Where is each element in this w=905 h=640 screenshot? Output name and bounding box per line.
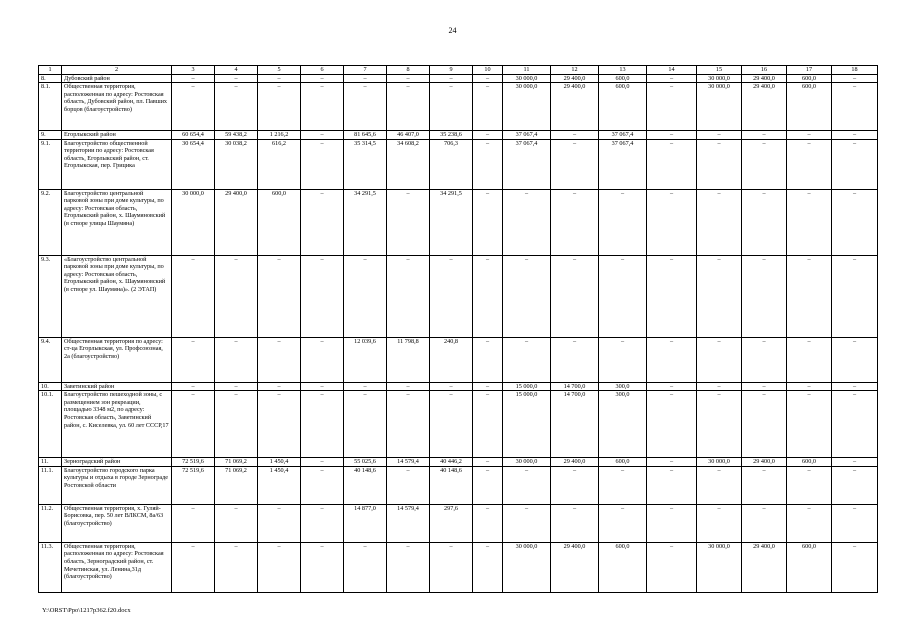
value-cell: – (344, 542, 387, 592)
value-cell: – (503, 255, 551, 337)
value-cell: – (301, 504, 344, 542)
value-cell: 40 148,6 (344, 466, 387, 504)
column-number: 12 (551, 66, 599, 75)
value-cell: 1 216,2 (258, 131, 301, 140)
value-cell: – (551, 139, 599, 189)
value-cell: 30 654,4 (172, 139, 215, 189)
row-number-cell: 11. (39, 458, 62, 467)
value-cell: 29 400,0 (551, 83, 599, 131)
value-cell: – (301, 382, 344, 391)
value-cell: – (647, 504, 697, 542)
value-cell: – (742, 382, 787, 391)
value-cell: – (551, 466, 599, 504)
value-cell: 37 067,4 (503, 131, 551, 140)
value-cell: – (599, 504, 647, 542)
row-number-cell: 8. (39, 74, 62, 83)
value-cell: – (387, 83, 430, 131)
value-cell: – (301, 139, 344, 189)
value-cell: 71 069,2 (215, 458, 258, 467)
value-cell: – (344, 391, 387, 458)
value-cell: – (172, 337, 215, 382)
value-cell: 30 000,0 (697, 542, 742, 592)
value-cell: 600,0 (787, 74, 832, 83)
value-cell: 297,6 (430, 504, 473, 542)
value-cell: – (697, 466, 742, 504)
value-cell: – (503, 504, 551, 542)
column-number: 17 (787, 66, 832, 75)
value-cell: – (430, 83, 473, 131)
row-name-cell: Дубовский район (62, 74, 172, 83)
value-cell: 29 400,0 (742, 74, 787, 83)
table-row (39, 131, 878, 140)
table-row (39, 542, 878, 592)
value-cell: – (742, 255, 787, 337)
value-cell: – (215, 391, 258, 458)
value-cell: 29 400,0 (215, 189, 258, 255)
value-cell: 30 000,0 (503, 83, 551, 131)
value-cell: – (258, 542, 301, 592)
row-number-cell: 9.1. (39, 139, 62, 189)
value-cell: – (215, 337, 258, 382)
value-cell: – (344, 74, 387, 83)
value-cell: – (742, 466, 787, 504)
value-cell: – (387, 255, 430, 337)
value-cell: – (551, 337, 599, 382)
value-cell: – (473, 504, 503, 542)
value-cell: – (301, 542, 344, 592)
table-row (39, 391, 878, 458)
value-cell: – (787, 139, 832, 189)
value-cell: 600,0 (787, 458, 832, 467)
value-cell: – (787, 504, 832, 542)
value-cell: – (832, 391, 878, 458)
value-cell: – (697, 391, 742, 458)
column-number: 2 (62, 66, 172, 75)
value-cell: 30 000,0 (697, 458, 742, 467)
value-cell: – (599, 255, 647, 337)
value-cell: – (258, 74, 301, 83)
value-cell: 14 700,0 (551, 382, 599, 391)
value-cell: – (301, 131, 344, 140)
value-cell: – (215, 504, 258, 542)
value-cell: – (387, 74, 430, 83)
value-cell: – (215, 83, 258, 131)
column-number: 4 (215, 66, 258, 75)
value-cell: 81 645,6 (344, 131, 387, 140)
table-row (39, 337, 878, 382)
value-cell: 1 450,4 (258, 458, 301, 467)
row-name-cell: Благоустройство городского парка культуры и отдыха в городе Зернограде Ростовской области (62, 466, 172, 504)
value-cell: – (599, 337, 647, 382)
value-cell: – (832, 139, 878, 189)
value-cell: 72 519,6 (172, 458, 215, 467)
value-cell: – (787, 131, 832, 140)
row-number-cell: 11.1. (39, 466, 62, 504)
column-number: 11 (503, 66, 551, 75)
value-cell: 37 067,4 (599, 139, 647, 189)
table-row (39, 139, 878, 189)
value-cell: – (503, 337, 551, 382)
value-cell: 14 877,0 (344, 504, 387, 542)
value-cell: – (473, 466, 503, 504)
value-cell: – (301, 189, 344, 255)
value-cell: – (387, 382, 430, 391)
row-name-cell: Общественная территория по адресу: ст-ца Егорлыкская, ул. Профсоюзная, 2а (благоустройство) (62, 337, 172, 382)
column-number: 3 (172, 66, 215, 75)
value-cell: 600,0 (599, 74, 647, 83)
value-cell: – (430, 382, 473, 391)
value-cell: 600,0 (258, 189, 301, 255)
value-cell: – (344, 255, 387, 337)
column-number: 8 (387, 66, 430, 75)
value-cell: – (832, 131, 878, 140)
column-number: 13 (599, 66, 647, 75)
value-cell: 600,0 (599, 542, 647, 592)
value-cell: – (551, 504, 599, 542)
value-cell: 11 798,8 (387, 337, 430, 382)
value-cell: – (215, 382, 258, 391)
value-cell: 600,0 (599, 458, 647, 467)
value-cell: – (473, 189, 503, 255)
value-cell: 1 450,4 (258, 466, 301, 504)
value-cell: 59 438,2 (215, 131, 258, 140)
value-cell: – (473, 337, 503, 382)
value-cell: – (742, 391, 787, 458)
value-cell: 29 400,0 (742, 83, 787, 131)
value-cell: – (551, 189, 599, 255)
column-number: 15 (697, 66, 742, 75)
value-cell: 35 314,5 (344, 139, 387, 189)
row-name-cell: «Благоустройство центральной парковой зоны при доме культуры, по адресу: Ростовская область, Егорлыкский район, х. Шаумяновский (в створе ул. Шаумяна)». (2 ЭТАП) (62, 255, 172, 337)
value-cell: – (301, 458, 344, 467)
row-number-cell: 8.1. (39, 83, 62, 131)
row-name-cell: Общественная территория, расположенная по адресу: Ростовская область, Зерноградский район, ст. Мечетинская, ул. Ленина,31д (благоустройство) (62, 542, 172, 592)
value-cell: – (832, 83, 878, 131)
value-cell: – (387, 542, 430, 592)
row-number-cell: 11.3. (39, 542, 62, 592)
value-cell: – (387, 189, 430, 255)
value-cell: – (473, 83, 503, 131)
value-cell: – (387, 391, 430, 458)
value-cell: – (787, 189, 832, 255)
value-cell: 30 000,0 (697, 74, 742, 83)
value-cell: – (473, 255, 503, 337)
value-cell: – (301, 337, 344, 382)
value-cell: – (742, 139, 787, 189)
row-name-cell: Благоустройство центральной парковой зоны при доме культуры, по адресу: Ростовская область, Егорлыкский район, х. Шаумяновский (в створе улицы Шаумяна) (62, 189, 172, 255)
value-cell: 29 400,0 (551, 542, 599, 592)
column-number: 14 (647, 66, 697, 75)
value-cell: – (172, 382, 215, 391)
value-cell: – (647, 391, 697, 458)
value-cell: 29 400,0 (551, 458, 599, 467)
value-cell: – (301, 391, 344, 458)
value-cell: – (742, 337, 787, 382)
value-cell: – (473, 542, 503, 592)
value-cell: – (172, 83, 215, 131)
value-cell: 600,0 (787, 83, 832, 131)
value-cell: 34 608,2 (387, 139, 430, 189)
value-cell: – (697, 139, 742, 189)
value-cell: 40 148,6 (430, 466, 473, 504)
column-number: 5 (258, 66, 301, 75)
value-cell: – (473, 458, 503, 467)
value-cell: – (430, 74, 473, 83)
value-cell: – (647, 458, 697, 467)
value-cell: 616,2 (258, 139, 301, 189)
value-cell: 12 039,6 (344, 337, 387, 382)
row-name-cell: Заветинский район (62, 382, 172, 391)
value-cell: 46 407,0 (387, 131, 430, 140)
column-number: 6 (301, 66, 344, 75)
value-cell: 15 000,0 (503, 391, 551, 458)
value-cell: 30 000,0 (503, 458, 551, 467)
value-cell: – (697, 189, 742, 255)
value-cell: – (301, 466, 344, 504)
value-cell: – (832, 255, 878, 337)
value-cell: – (697, 504, 742, 542)
row-number-cell: 10. (39, 382, 62, 391)
value-cell: 34 291,5 (430, 189, 473, 255)
value-cell: – (697, 131, 742, 140)
value-cell: 15 000,0 (503, 382, 551, 391)
value-cell: – (473, 131, 503, 140)
row-name-cell: Общественная территория, х. Гуляй-Борисовка, пер. 50 лет ВЛКСМ, 8а/63 (благоустройство) (62, 504, 172, 542)
value-cell: 37 067,4 (599, 131, 647, 140)
value-cell: – (647, 83, 697, 131)
value-cell: 29 400,0 (742, 542, 787, 592)
row-name-cell: Благоустройство пешеходной зоны, с размещением зон рекреации, площадью 3348 м2, по адресу: Ростовская область, Заветинский район, с. Киселевка, ул. 60 лет СССР,17 (62, 391, 172, 458)
value-cell: 600,0 (599, 83, 647, 131)
column-number: 16 (742, 66, 787, 75)
value-cell: – (301, 74, 344, 83)
value-cell: – (832, 542, 878, 592)
value-cell: – (344, 83, 387, 131)
value-cell: 14 579,4 (387, 458, 430, 467)
value-cell: – (787, 382, 832, 391)
value-cell: – (697, 337, 742, 382)
table-row (39, 74, 878, 83)
row-number-cell: 9.4. (39, 337, 62, 382)
value-cell: – (301, 255, 344, 337)
value-cell: – (172, 391, 215, 458)
value-cell: – (172, 542, 215, 592)
column-number: 10 (473, 66, 503, 75)
value-cell: – (430, 542, 473, 592)
value-cell: – (647, 466, 697, 504)
value-cell: – (503, 189, 551, 255)
value-cell: – (473, 391, 503, 458)
value-cell: – (172, 255, 215, 337)
value-cell: – (647, 337, 697, 382)
value-cell: – (258, 83, 301, 131)
value-cell: – (647, 189, 697, 255)
value-cell: – (832, 504, 878, 542)
value-cell: – (503, 466, 551, 504)
table-row (39, 504, 878, 542)
row-number-cell: 10.1. (39, 391, 62, 458)
value-cell: – (344, 382, 387, 391)
value-cell: 60 654,4 (172, 131, 215, 140)
column-number-row (39, 66, 878, 75)
budget-table (38, 65, 878, 593)
value-cell: 34 291,5 (344, 189, 387, 255)
value-cell: – (742, 504, 787, 542)
row-number-cell: 9.3. (39, 255, 62, 337)
value-cell: – (787, 337, 832, 382)
value-cell: – (832, 458, 878, 467)
table-row (39, 189, 878, 255)
row-number-cell: 9. (39, 131, 62, 140)
row-number-cell: 9.2. (39, 189, 62, 255)
table-row (39, 458, 878, 467)
column-number: 18 (832, 66, 878, 75)
row-name-cell: Общественная территория, расположенная по адресу: Ростовская область, Дубовский район, пл. Павших борцов (благоустройство) (62, 83, 172, 131)
value-cell: 37 067,4 (503, 139, 551, 189)
value-cell: 600,0 (787, 542, 832, 592)
value-cell: – (258, 382, 301, 391)
value-cell: 14 579,4 (387, 504, 430, 542)
value-cell: 300,0 (599, 391, 647, 458)
value-cell: – (387, 466, 430, 504)
table-row (39, 382, 878, 391)
row-name-cell: Зерноградский район (62, 458, 172, 467)
value-cell: – (473, 139, 503, 189)
value-cell: – (832, 189, 878, 255)
value-cell: 72 519,6 (172, 466, 215, 504)
value-cell: 29 400,0 (742, 458, 787, 467)
value-cell: – (551, 131, 599, 140)
value-cell: – (215, 542, 258, 592)
column-number: 9 (430, 66, 473, 75)
value-cell: – (215, 74, 258, 83)
value-cell: – (787, 466, 832, 504)
value-cell: 29 400,0 (551, 74, 599, 83)
row-number-cell: 11.2. (39, 504, 62, 542)
value-cell: 30 000,0 (503, 542, 551, 592)
value-cell: – (215, 255, 258, 337)
value-cell: – (832, 382, 878, 391)
value-cell: – (430, 255, 473, 337)
value-cell: – (742, 189, 787, 255)
value-cell: 300,0 (599, 382, 647, 391)
value-cell: – (258, 337, 301, 382)
value-cell: 30 000,0 (697, 83, 742, 131)
value-cell: – (832, 337, 878, 382)
value-cell: 35 238,6 (430, 131, 473, 140)
value-cell: – (258, 255, 301, 337)
value-cell: – (599, 466, 647, 504)
table-row (39, 83, 878, 131)
file-path-footer: Y:\ORST\Ppo\1217p362.f20.docx (42, 607, 131, 614)
value-cell: 30 000,0 (172, 189, 215, 255)
value-cell: – (258, 391, 301, 458)
value-cell: – (647, 139, 697, 189)
value-cell: – (258, 504, 301, 542)
value-cell: – (172, 504, 215, 542)
value-cell: 30 000,0 (503, 74, 551, 83)
row-name-cell: Егорлыкский район (62, 131, 172, 140)
value-cell: – (430, 391, 473, 458)
value-cell: – (647, 255, 697, 337)
value-cell: – (742, 131, 787, 140)
value-cell: – (787, 391, 832, 458)
value-cell: – (599, 189, 647, 255)
column-number: 7 (344, 66, 387, 75)
value-cell: – (787, 255, 832, 337)
value-cell: 71 069,2 (215, 466, 258, 504)
row-name-cell: Благоустройство общественной территории по адресу: Ростовская область, Егорлыкский район, ст. Егорлыкская, пер. Грицика (62, 139, 172, 189)
value-cell: – (697, 382, 742, 391)
column-number: 1 (39, 66, 62, 75)
value-cell: 55 025,6 (344, 458, 387, 467)
value-cell: 30 038,2 (215, 139, 258, 189)
value-cell: – (172, 74, 215, 83)
value-cell: 240,8 (430, 337, 473, 382)
value-cell: – (647, 131, 697, 140)
value-cell: – (697, 255, 742, 337)
value-cell: – (647, 542, 697, 592)
value-cell: – (551, 255, 599, 337)
value-cell: 40 446,2 (430, 458, 473, 467)
value-cell: – (473, 382, 503, 391)
value-cell: – (301, 83, 344, 131)
value-cell: – (647, 74, 697, 83)
table-row (39, 255, 878, 337)
value-cell: – (647, 382, 697, 391)
value-cell: – (832, 74, 878, 83)
page-number: 24 (448, 26, 457, 35)
value-cell: 14 700,0 (551, 391, 599, 458)
value-cell: – (473, 74, 503, 83)
value-cell: – (832, 466, 878, 504)
table-row (39, 466, 878, 504)
value-cell: 706,3 (430, 139, 473, 189)
